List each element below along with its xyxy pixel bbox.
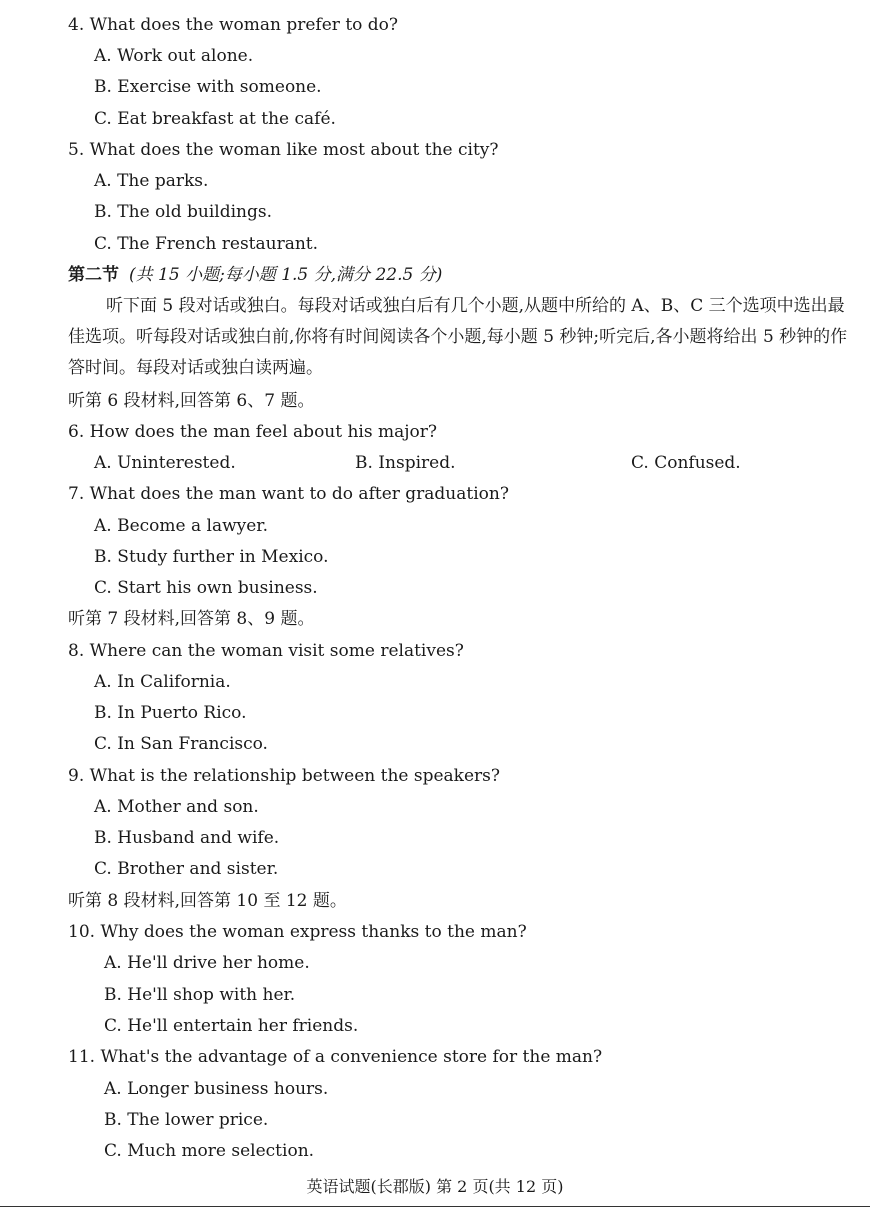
question-9-option-c: C. Brother and sister. [94, 859, 279, 879]
question-10-option-b: B. He'll shop with her. [104, 985, 296, 1005]
question-10-stem: 10. Why does the woman express thanks to the man? [68, 922, 527, 942]
section-title: 第二节 [68, 265, 119, 285]
question-9-stem: 9. What is the relationship between the speakers? [68, 766, 501, 786]
page-footer: 英语试题(长郡版) 第 2 页(共 12 页) [306, 1177, 564, 1196]
question-4-option-c: C. Eat breakfast at the café. [94, 109, 336, 129]
material-7-label: 听第 7 段材料,回答第 8、9 题。 [68, 609, 315, 629]
question-7-option-b: B. Study further in Mexico. [94, 547, 329, 567]
question-6-option-c: C. Confused. [631, 453, 741, 473]
question-5-option-b: B. The old buildings. [94, 202, 272, 222]
question-5-stem: 5. What does the woman like most about the city? [68, 140, 499, 160]
question-6-option-a: A. Uninterested. [94, 453, 236, 473]
footer-rule [0, 1206, 870, 1207]
question-5-option-a: A. The parks. [94, 171, 209, 191]
question-11-stem: 11. What's the advantage of a convenience store for the man? [68, 1047, 603, 1067]
section-subtitle: (共 15 小题;每小题 1.5 分,满分 22.5 分) [129, 265, 443, 285]
question-6-option-b: B. Inspired. [355, 453, 456, 473]
question-8-option-a: A. In California. [94, 672, 231, 692]
question-7-stem: 7. What does the man want to do after graduation? [68, 484, 509, 504]
question-8-option-c: C. In San Francisco. [94, 734, 268, 754]
question-11-option-c: C. Much more selection. [104, 1141, 315, 1161]
question-9-option-b: B. Husband and wife. [94, 828, 280, 848]
question-11-option-b: B. The lower price. [104, 1110, 269, 1130]
question-11-option-a: A. Longer business hours. [104, 1079, 329, 1099]
section-header [68, 264, 442, 286]
instructions-text: 听下面 5 段对话或独白。每段对话或独白后有几个小题,从题中所给的 A、B、C 三个选项中选出最佳选项。听每段对话或独白前,你将有时间阅读各个小题,每小题 5 秒钟;听完后,各小题将给出 5 秒钟的作答时间。每段对话或独白读两遍。 [68, 296, 848, 378]
question-10-option-a: A. He'll drive her home. [104, 953, 310, 973]
question-4-stem: 4. What does the woman prefer to do? [68, 15, 399, 35]
question-10-option-c: C. He'll entertain her friends. [104, 1016, 359, 1036]
question-5-option-c: C. The French restaurant. [94, 234, 319, 254]
question-4-option-a: A. Work out alone. [94, 46, 254, 66]
question-8-stem: 8. Where can the woman visit some relatives? [68, 641, 464, 661]
material-8-label: 听第 8 段材料,回答第 10 至 12 题。 [68, 891, 347, 911]
question-7-option-c: C. Start his own business. [94, 578, 318, 598]
question-6-stem: 6. How does the man feel about his major? [68, 422, 438, 442]
question-7-option-a: A. Become a lawyer. [94, 516, 268, 536]
question-8-option-b: B. In Puerto Rico. [94, 703, 247, 723]
material-6-label: 听第 6 段材料,回答第 6、7 题。 [68, 391, 315, 411]
question-4-option-b: B. Exercise with someone. [94, 77, 322, 97]
question-9-option-a: A. Mother and son. [94, 797, 259, 817]
section-instructions [68, 291, 858, 384]
